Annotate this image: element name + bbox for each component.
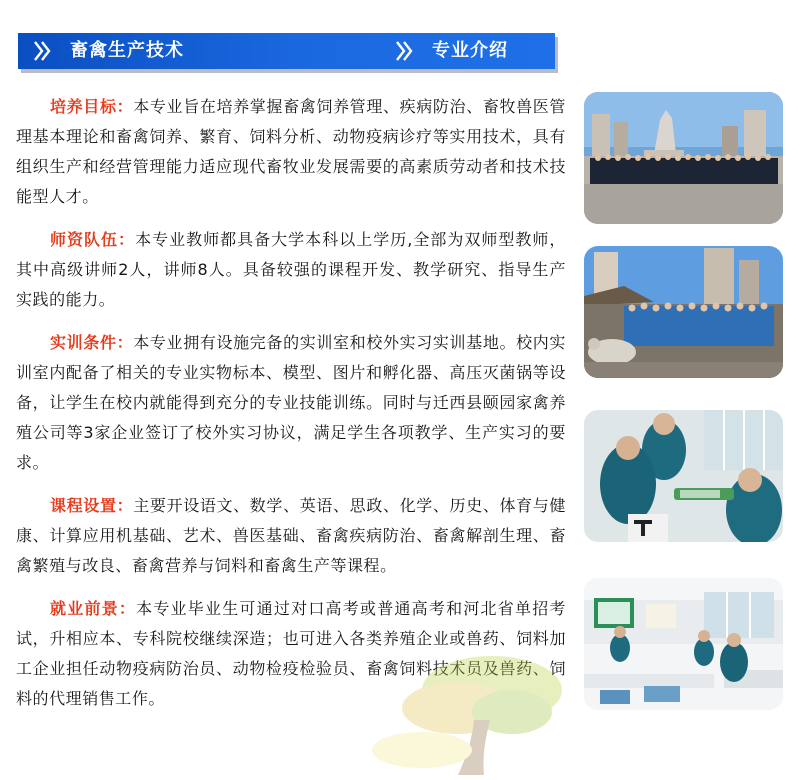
text-curriculum: 主要开设语文、数学、英语、思政、化学、历史、体育与健康、计算应用机基础、艺术、兽医基础、畜禽疾病防治、畜禽解剖生理、畜禽繁殖与改良、畜禽营养与饲料和畜禽生产等课程。	[16, 496, 566, 575]
label-training-goal: 培养目标：	[50, 97, 134, 116]
paragraph-training-conditions	[16, 328, 566, 478]
text-training-conditions: 本专业拥有设施完备的实训室和校外实习实训基地。校内实训室内配备了相关的专业实物标本、模型、图片和孵化器、高压灭菌锅等设备，让学生在校内就能得到充分的专业技能训练。同时与迁西县颐园家禽养殖公司等3家企业签订了校外实习协议，满足学生各项教学、生产实习的要求。	[16, 333, 566, 472]
double-chevron-icon	[394, 40, 416, 62]
paragraph-curriculum	[16, 491, 566, 581]
label-training-conditions: 实训条件：	[50, 333, 134, 352]
paragraph-faculty	[16, 225, 566, 315]
double-chevron-icon	[32, 40, 54, 62]
section-title: 畜禽生产技术	[70, 40, 184, 61]
group-photo-statue-plaza	[584, 92, 783, 224]
section-subtitle: 专业介绍	[432, 40, 508, 61]
students-training-room	[584, 578, 783, 710]
text-faculty: 本专业教师都具备大学本科以上学历,全部为双师型教师，其中高级讲师2人，讲师8人。具备较强的课程开发、教学研究、指导生产实践的能力。	[16, 230, 566, 309]
label-curriculum: 课程设置：	[50, 496, 134, 515]
students-lab-experiment	[584, 410, 783, 542]
paragraph-training-goal	[16, 92, 566, 212]
content-area	[16, 92, 566, 727]
text-employment: 本专业毕业生可通过对口高考或普通高考和河北省单招考试，升相应本、专科院校继续深造；也可进入各类养殖企业或兽药、饲料加工企业担任动物疫病防治员、动物检疫检验员、畜禽饲料技术员及兽药、饲料的代理销售工作。	[16, 599, 566, 708]
text-training-goal: 本专业旨在培养掌握畜禽饲养管理、疾病防治、畜牧兽医管理基本理论和畜禽饲养、繁育、饲料分析、动物疫病诊疗等实用技术，具有组织生产和经营管理能力适应现代畜牧业发展需要的高素质劳动者和技术技能型人才。	[16, 97, 566, 206]
group-photo-with-sheep	[584, 246, 783, 378]
label-employment: 就业前景：	[50, 599, 137, 618]
tree-watermark	[362, 650, 562, 775]
header-bar	[18, 33, 555, 69]
label-faculty: 师资队伍：	[50, 230, 136, 249]
